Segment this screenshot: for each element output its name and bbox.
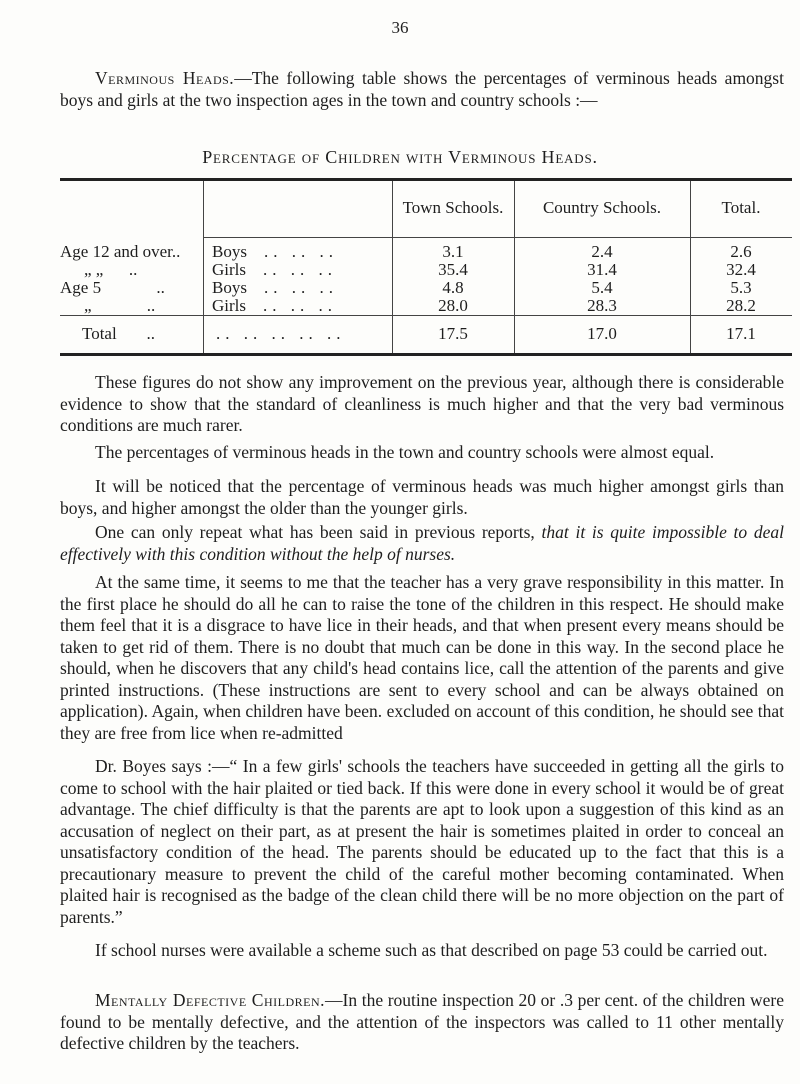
paragraph-teacher-responsibility: At the same time, it seems to me that the teacher has a very grave responsibility in this matter. In the first place he should do all he can to raise the tone of the children in this respect. He should make them feel that it is a disgrace to have lice in their heads, and that when present every means should be taken to get rid of them. There is no doubt that much can be done in this way. In the second place he should, when he discovers that any child's head contains lice, call the attention of the parents and give printed instructions. (These instructions are sent to every school and can be always obtained on application). Again, when children have been. excluded on account of this condition, he should see that they are free from lice when re-admitted xyxy=(60,572,784,743)
paragraph-previous-reports: One can only repeat what has been said in previous reports, that it is quite impossible to deal effectively with this condition without the help of nurses. xyxy=(60,522,785,564)
column-header-total: Total. xyxy=(721,198,761,217)
column-header-country: Country Schools. xyxy=(542,198,662,217)
table-top-rule xyxy=(60,178,792,181)
cell-country: 2.4 xyxy=(591,242,613,261)
cell-total: 28.2 xyxy=(726,296,756,315)
paragraph-dr-boyes: Dr. Boyes says :—“ In a few girls' schools the teachers have succeeded in getting all the girls to come to school with the hair plaited or tied back. If this were done in every school it would be of great advantage. The chief difficulty is that the parents are apt to look upon a suggestion of this kind as an accusation of neglect on their part, as at present the hair is sometimes plaited in order to conceal an unsatisfactory condition of the head. The parents should be educated up to the fact that this is a precautionary measure to prevent the child of the careful mother becoming contaminated. When plaited hair is recognised as the badge of the clean child there will be no more objection on the part of parents.” xyxy=(60,756,784,927)
paragraph-percentages: The percentages of verminous heads in the town and country schools were almost equal. xyxy=(95,442,715,462)
cell-town: 35.4 xyxy=(438,260,468,279)
mentally-defective-text: —In the routine inspection 20 or .3 per cent. of the children were found to be mentally defective, and the attention of the inspectors was called to 11 other mentally defective children by the teachers. xyxy=(60,990,784,1053)
cell-town: 28.0 xyxy=(438,296,468,315)
total-total: 17.1 xyxy=(726,324,756,343)
column-header-town: Town Schools. xyxy=(402,198,504,217)
paragraph-figures: These figures do not show any improvement on the previous year, although there is considerable evidence to show that the standard of cleanliness is much higher and that the very bad verminous conditions are much rarer. xyxy=(60,372,784,435)
section-title-verminous-heads: Verminous Heads. xyxy=(95,68,235,88)
cell-total: 32.4 xyxy=(726,260,756,279)
intro-text: —The following table shows the percentages of verminous heads amongst boys and girls at the two inspection ages in the town and country schools :— xyxy=(60,68,784,110)
total-town: 17.5 xyxy=(438,324,468,343)
header-rule xyxy=(203,237,792,238)
row-sex-label: Girls .. .. .. xyxy=(212,296,337,315)
cell-total: 5.3 xyxy=(730,278,752,297)
cell-town: 4.8 xyxy=(442,278,464,297)
row-sex-label: Boys .. .. .. xyxy=(212,242,338,261)
section-title-mentally-defective: Mentally Defective Children. xyxy=(95,990,325,1010)
total-country: 17.0 xyxy=(587,324,617,343)
row-age-label: „ .. xyxy=(84,296,156,315)
row-sex-label: Boys .. .. .. xyxy=(212,278,338,297)
paragraph-school-nurses: If school nurses were available a scheme such as that described on page 53 could be carried out. xyxy=(95,940,768,960)
emphasis-nurses: that it is quite impossible to deal effectively with this condition without the help of nurses. xyxy=(60,522,785,564)
cell-total: 2.6 xyxy=(730,242,752,261)
paragraph-girls-boys: It will be noticed that the percentage of verminous heads was much higher amongst girls than boys, and higher amongst the older than the younger girls. xyxy=(60,476,784,518)
row-age-label: „ „ .. xyxy=(84,260,138,279)
row-sex-label: Girls .. .. .. xyxy=(212,260,337,279)
verminous-heads-intro xyxy=(60,68,784,111)
mentally-defective-section xyxy=(60,990,784,1055)
total-row-dots: .. .. .. .. .. xyxy=(216,324,346,343)
cell-country: 31.4 xyxy=(587,260,617,279)
cell-country: 5.4 xyxy=(591,278,613,297)
verminous-heads-table xyxy=(60,178,792,356)
row-age-label: Age 12 and over.. xyxy=(60,242,181,261)
cell-country: 28.3 xyxy=(587,296,617,315)
page-number: 36 xyxy=(391,18,409,37)
total-row-label: Total .. xyxy=(82,324,155,343)
cell-town: 3.1 xyxy=(442,242,464,261)
row-age-label: Age 5 .. xyxy=(60,278,165,297)
table-bottom-rule xyxy=(60,353,792,356)
table-heading: Percentage of Children with Verminous Heads. xyxy=(202,147,598,167)
column-divider xyxy=(203,181,204,353)
